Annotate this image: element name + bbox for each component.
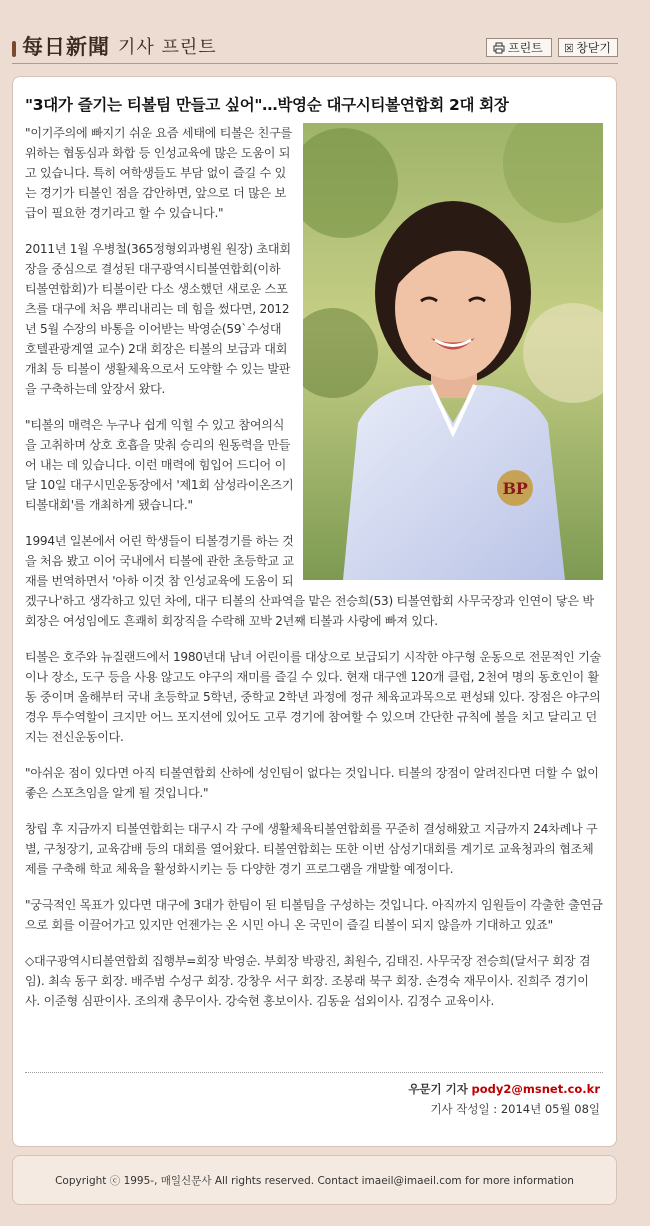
print-button-label: 프린트 bbox=[508, 41, 543, 55]
article-paragraph: "궁극적인 목표가 있다면 대구에 3대가 한팀이 된 티볼팀을 구성하는 것입니다. 아직까지 임원들이 각출한 출연금으로 회를 이끌어가고 있지만 언젠가는 온 시민 아니 온 국민이 즐길 티볼이 되지 않을까 기대하고 있죠" bbox=[25, 898, 603, 932]
article-paragraph: 1994년 일본에서 어린 학생들이 티볼경기를 하는 것을 처음 봤고 이어 국내에서 티볼에 관한 초등학교 교재를 번역하면서 '아하 이것 참 인성교육에 도움이 되겠구나'하고 생각하고 있던 차에, 대구 티볼의 산파역을 맡은 전승희(53) 티볼연합회 사무국장과 인연이 닿은 박 회장은 여성임에도 흔쾌히 회장직을 수락해 꼬박 2년째 티볼과 사랑에 빠져 있다. bbox=[25, 534, 594, 628]
close-window-button[interactable] bbox=[558, 38, 618, 57]
byline-divider bbox=[25, 1072, 603, 1073]
article-card bbox=[12, 76, 617, 1147]
footer bbox=[12, 1155, 617, 1205]
article-body bbox=[25, 123, 603, 1027]
article-paragraph: "아쉬운 점이 있다면 아직 티볼연합회 산하에 성인팀이 없다는 것입니다. 티볼의 장점이 알려진다면 더할 수 없이 좋은 스포츠임을 알게 될 것입니다." bbox=[25, 766, 599, 800]
brand-marker bbox=[12, 41, 16, 57]
copyright-text: Copyright ⓒ 1995-, 매일신문사 All rights reserved. Contact imaeil@imaeil.com for more information bbox=[55, 1174, 574, 1187]
svg-text:BP: BP bbox=[502, 479, 528, 498]
article-date: 기사 작성일 : 2014년 05월 08일 bbox=[430, 1102, 600, 1116]
portrait-photo bbox=[303, 123, 603, 580]
close-icon bbox=[565, 42, 573, 54]
reporter-name: 우문기 기자 bbox=[408, 1082, 468, 1096]
page-subtitle: 기사 프린트 bbox=[118, 37, 217, 58]
site-logo[interactable]: 每日新聞 bbox=[22, 34, 110, 59]
article-paragraph: 티볼은 호주와 뉴질랜드에서 1980년대 남녀 어린이를 대상으로 보급되기 시작한 야구형 운동으로 전문적인 기술이나 장소, 도구 등을 사용 않고도 야구의 재미를 즐길 수 있다. 현재 대구엔 120개 클럽, 2천여 명의 동호인이 활동 중이며 올해부터 국내 초등학교 5학년, 중학교 2학년 과정에 정규 체육교과목으로 편성돼 있다. 장점은 야구의 경우 투수역할이 크지만 어느 포지션에 있어도 고루 경기에 참여할 수 있으며 간단한 규칙에 볼을 치고 달리고 던지는 전신운동이다. bbox=[25, 650, 601, 744]
article-paragraph: "이기주의에 빠지기 쉬운 요즘 세태에 티볼은 친구를 위하는 협동심과 화합 등 인성교육에 많은 도움이 되고 있습니다. 특히 여학생들도 부담 없이 즐길 수 있는 경기가 티볼인 점을 감안하면, 앞으로 더 많은 보급이 필요한 경기라고 할 수 있습니다." bbox=[25, 126, 292, 220]
printer-icon bbox=[493, 42, 505, 54]
reporter-email-link[interactable]: pody2@msnet.co.kr bbox=[471, 1082, 600, 1096]
article-paragraph: ◇대구광역시티볼연합회 집행부=회장 박영순. 부회장 박광진, 최원수, 김태진. 사무국장 전승희(달서구 회장 겸임). 최속 동구 회장. 배주범 수성구 회장. 강창우 서구 회장. 조봉래 북구 회장. 손경숙 재무이사. 진희주 경기이사. 이준형 심판이사. 조의재 총무이사. 강숙현 홍보이사. 김동윤 섭외이사. 김정수 교육이사. bbox=[25, 954, 591, 1008]
article-headline: "3대가 즐기는 티볼팀 만들고 싶어"…박영순 대구시티볼연합회 2대 회장 bbox=[25, 96, 509, 114]
byline bbox=[408, 1081, 600, 1097]
article-paragraph: 2011년 1월 우병철(365정형외과병원 원장) 초대회장을 중심으로 결성된 대구광역시티볼연합회(이하 티볼연합회)가 티볼이란 다소 생소했던 새로운 스포츠를 대구에 처음 뿌리내리는 데 힘을 썼다면, 2012년 5월 수장의 바통을 이어받는 박영순(59`수성대 호텔관광계열 교수) 2대 회장은 티볼의 보급과 대회 개최 등 티볼이 생활체육으로서 도약할 수 있는 발판을 구축하는데 앞장서 왔다. bbox=[25, 242, 291, 396]
header bbox=[0, 0, 650, 66]
header-divider bbox=[12, 63, 618, 64]
article-paragraph: "티볼의 매력은 누구나 쉽게 익힐 수 있고 참여의식을 고취하며 상호 호흡을 맞춰 승리의 원동력을 만들어 내는 데 있습니다. 이런 매력에 힘입어 드디어 이달 10일 대구시민운동장에서 '제1회 삼성라이온즈기 티볼대회'를 개최하게 됐습니다." bbox=[25, 418, 294, 512]
print-button[interactable] bbox=[486, 38, 552, 57]
close-button-label: 창닫기 bbox=[576, 41, 611, 55]
article-paragraph: 창립 후 지금까지 티볼연합회는 대구시 각 구에 생활체육티볼연합회를 꾸준히 결성해왔고 지금까지 24차례나 구별, 구청장기, 교육감배 등의 대회를 열어왔다. 티볼연합회는 또한 이번 삼성기대회를 계기로 교육청과의 협조체제를 구축해 학교 체육을 활성화시키는 등 다양한 경기 프로그램을 개발할 예정이다. bbox=[25, 822, 598, 876]
